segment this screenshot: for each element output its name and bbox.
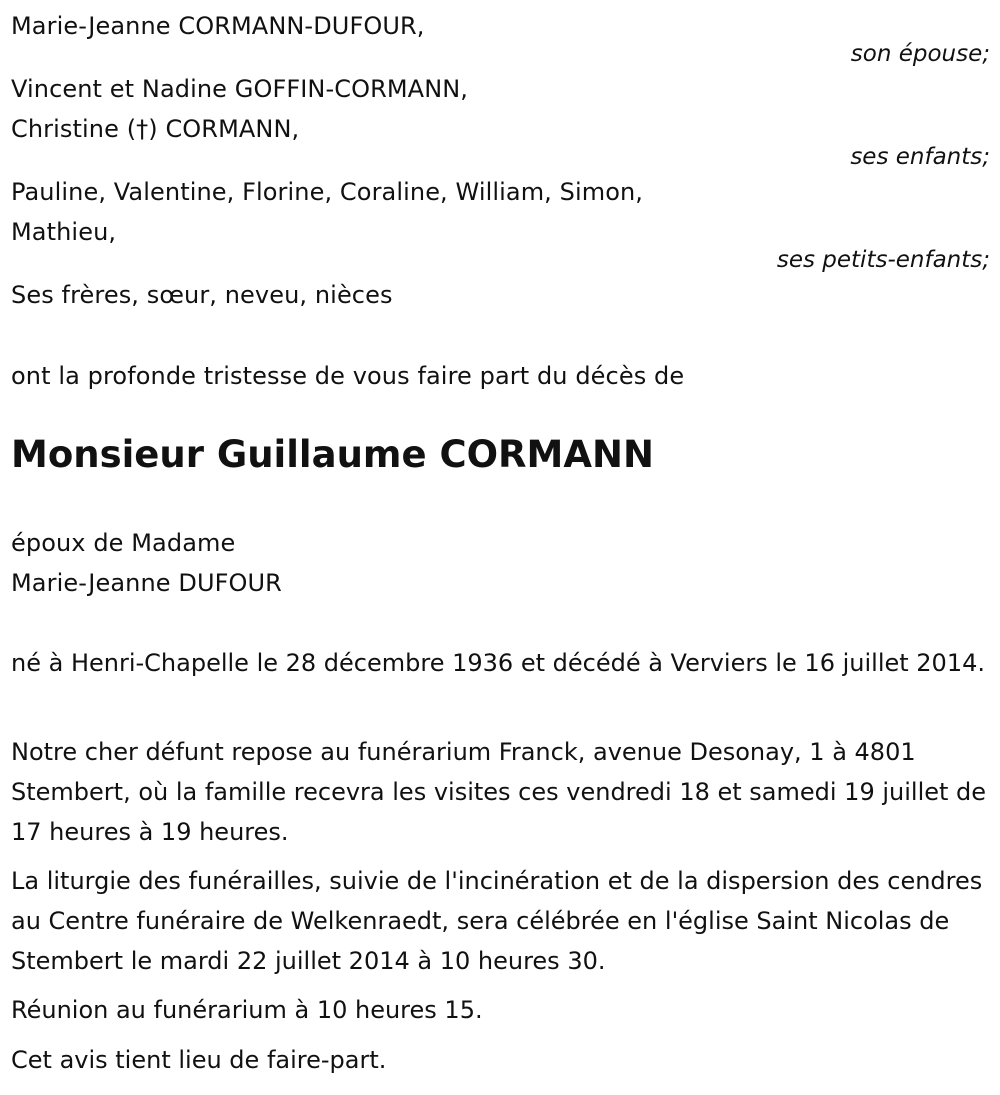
spouse-of-line-2: Marie-Jeanne DUFOUR (11, 569, 282, 597)
child-name-2: Christine (†) CORMANN, (11, 115, 300, 143)
spouse-of-block (11, 523, 990, 603)
notice-paragraph: Cet avis tient lieu de faire-part. (11, 1046, 387, 1074)
deceased-name: Monsieur Guillaume CORMANN (11, 433, 654, 476)
announcement-block (11, 356, 990, 396)
spouse-of-line-1: époux de Madame (11, 529, 236, 557)
meeting-paragraph: Réunion au funérarium à 10 heures 15. (11, 996, 483, 1024)
visitation-paragraph: Notre cher défunt repose au funérarium Franck, avenue Desonay, 1 à 4801 Stembert, où la famille recevra les visites ces vendredi 18 et samedi 19 juillet de 17 heures à 19 heures. (11, 738, 987, 846)
spouse-block (11, 6, 990, 66)
birth-death-paragraph: né à Henri-Chapelle le 28 décembre 1936 et décédé à Verviers le 16 juillet 2014. (11, 649, 985, 677)
grandchildren-line-2: Mathieu, (11, 218, 117, 246)
siblings-line: Ses frères, sœur, neveu, nièces (11, 281, 393, 309)
grandchildren-role: ses petits-enfants; (776, 247, 990, 273)
funeral-paragraph: La liturgie des funérailles, suivie de l'incinération et de la dispersion des cendres au Centre funéraire de Welkenraedt, sera célébrée en l'église Saint Nicolas de Stembert le mardi 22 juillet 2014 à 10 heures 30. (11, 867, 983, 975)
announcement-line: ont la profonde tristesse de vous faire part du décès de (11, 362, 685, 390)
child-name-1: Vincent et Nadine GOFFIN-CORMANN, (11, 75, 469, 103)
grandchildren-line-1: Pauline, Valentine, Florine, Coraline, William, Simon, (11, 178, 644, 206)
children-role: ses enfants; (850, 144, 990, 170)
siblings-block (11, 275, 990, 315)
children-block (11, 69, 990, 169)
grandchildren-block (11, 172, 990, 272)
spouse-name: Marie-Jeanne CORMANN-DUFOUR, (11, 12, 425, 40)
spouse-role: son épouse; (850, 41, 990, 67)
